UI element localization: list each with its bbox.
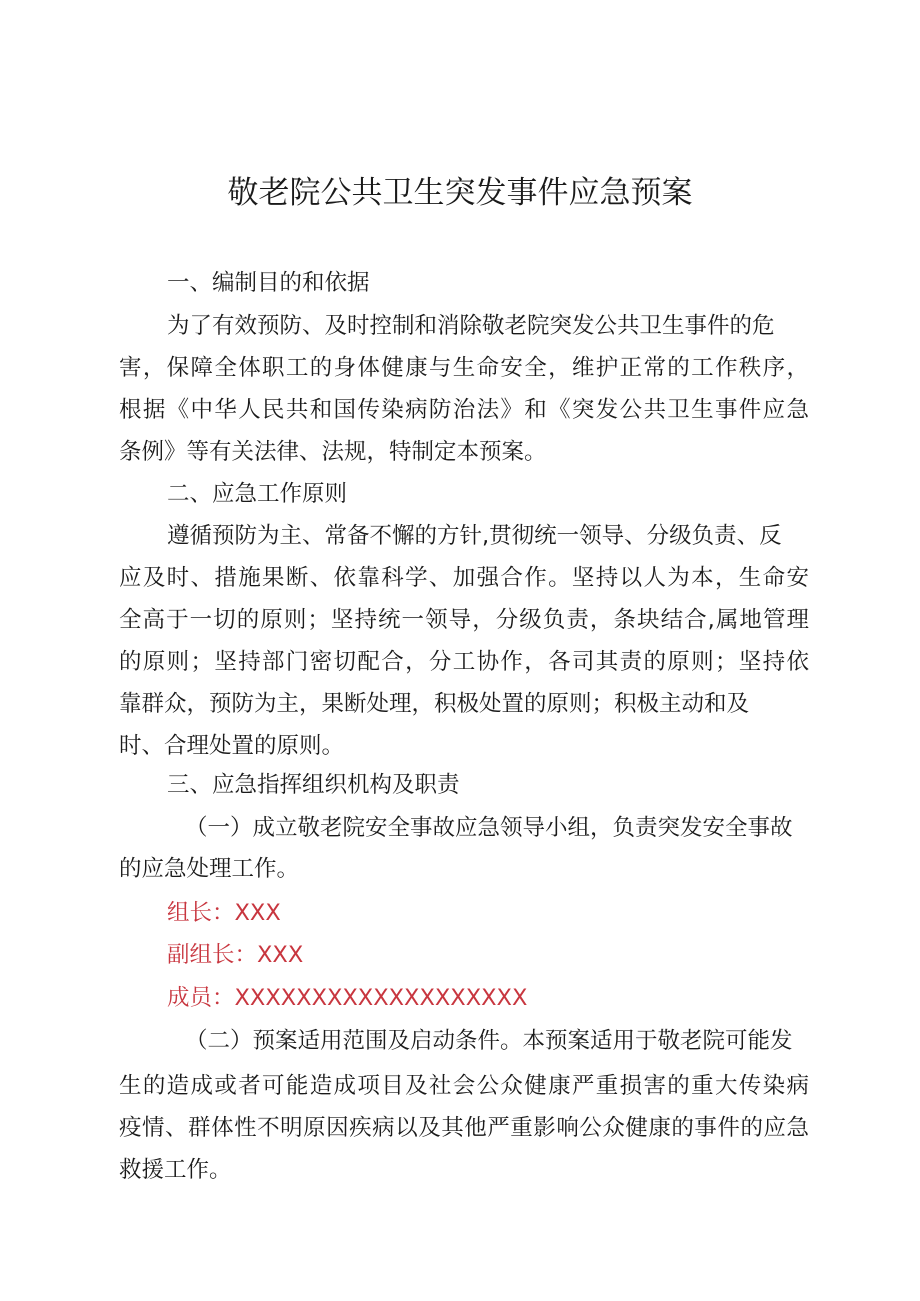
paragraph-line: （二）预案适用范围及启动条件。本预案适用于敬老院可能发 [185,1028,793,1054]
document-title: 敬老院公共卫生突发事件应急预案 [227,175,693,211]
paragraph-line: 根据《中华人民共和国传染病防治法》和《突发公共卫生事件应急 [119,397,809,423]
paragraph-line: 条例》等有关法律、法规，特制定本预案。 [119,439,547,465]
group-leader: 组长：XXX [167,900,281,926]
paragraph-line: 时、合理处置的原则。 [119,733,345,759]
section-heading-3: 三、应急指挥组织机构及职责 [167,772,460,798]
paragraph-line: 遵循预防为主、常备不懈的方针,贯彻统一领导、分级负责、反 [167,523,782,549]
paragraph-line: 的应急处理工作。 [119,856,300,882]
paragraph-line: 的原则；坚持部门密切配合，分工协作，各司其责的原则；坚持依 [119,649,809,675]
paragraph-line: （一）成立敬老院安全事故应急领导小组，负责突发安全事故 [185,815,793,841]
section-heading-1: 一、编制目的和依据 [167,270,370,296]
section-heading-2: 二、应急工作原则 [167,481,348,507]
paragraph-line: 生的造成或者可能造成项目及社会公众健康严重损害的重大传染病 [119,1073,809,1099]
paragraph-line: 救援工作。 [119,1157,232,1183]
paragraph-line: 应及时、措施果断、依靠科学、加强合作。坚持以人为本，生命安 [119,565,809,591]
deputy-group-leader: 副组长：XXX [167,942,304,968]
group-members: 成员：XXXXXXXXXXXXXXXXXXX [167,985,528,1011]
paragraph-line: 害，保障全体职工的身体健康与生命安全，维护正常的工作秩序， [119,355,809,381]
paragraph-line: 疫情、群体性不明原因疾病以及其他严重影响公众健康的事件的应急 [119,1115,809,1141]
paragraph-line: 全高于一切的原则；坚持统一领导，分级负责，条块结合,属地管理 [119,607,809,633]
paragraph-line: 靠群众，预防为主，果断处理，积极处置的原则；积极主动和及 [119,691,750,717]
paragraph-line: 为了有效预防、及时控制和消除敬老院突发公共卫生事件的危 [167,313,775,339]
